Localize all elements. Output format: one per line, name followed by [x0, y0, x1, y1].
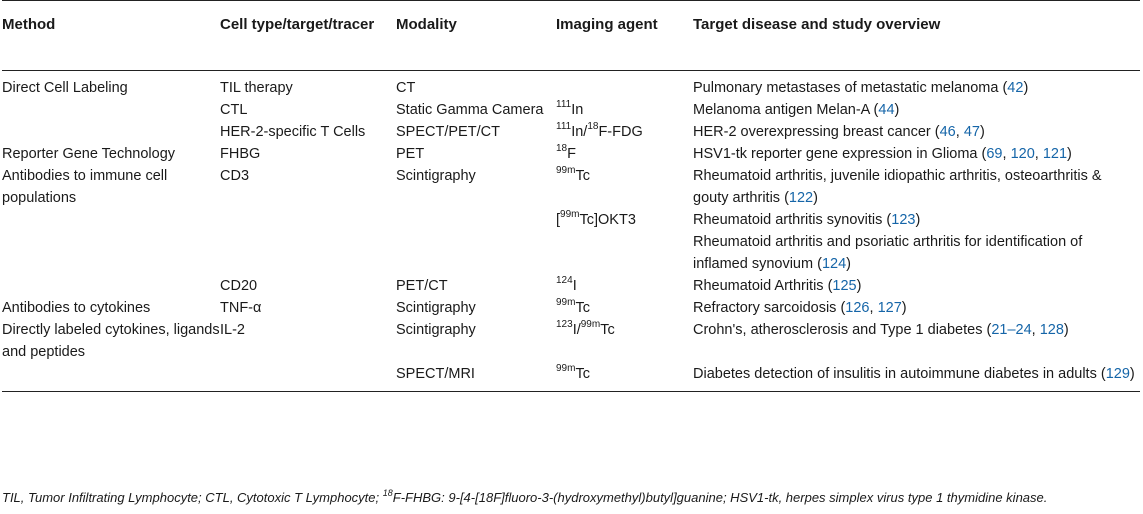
text-segment: )	[846, 256, 851, 272]
cell-type-target: TIL therapy	[220, 80, 293, 96]
cell-study-overview	[693, 209, 1140, 231]
cell-modality	[396, 231, 556, 275]
cell-method	[2, 99, 220, 121]
text-segment: Tc	[575, 168, 590, 184]
superscript: 99m	[556, 297, 576, 309]
text-segment: Pulmonary metastases of metastatic melanoma (	[693, 80, 1008, 96]
text-segment: ,	[869, 300, 878, 316]
cell-study-overview	[693, 77, 1140, 99]
text-segment: In	[571, 102, 584, 118]
cell-study-overview	[693, 275, 1140, 297]
text-segment: Rheumatoid Arthritis (	[693, 278, 833, 294]
superscript: 99m	[580, 319, 601, 331]
text-segment: ,	[955, 124, 964, 140]
reference-link[interactable]: 69	[986, 146, 1003, 162]
cell-imaging-agent	[556, 275, 693, 297]
table-row	[2, 143, 1140, 165]
cell-study-overview	[693, 121, 1140, 143]
cell-method: Antibodies to immune cell populations	[2, 168, 168, 206]
text-segment: )	[813, 190, 818, 206]
cell-type-target: CTL	[220, 102, 248, 118]
text-segment: ,	[1034, 146, 1043, 162]
reference-link[interactable]: 121	[1042, 146, 1068, 162]
cell-modality: Scintigraphy	[396, 168, 476, 184]
text-segment: )	[1129, 366, 1135, 382]
text-segment: Tc]OKT3	[579, 212, 636, 228]
cell-method	[2, 363, 220, 392]
cell-imaging-agent	[556, 231, 693, 275]
text-segment: F-FHBG: 9-[4-[18F]fluoro-3-(hydroxymethyl)butyl]guanine; HSV1-tk, herpes simplex virus type 1 thymidine kinase.	[392, 490, 1048, 505]
text-segment: HSV1-tk reporter gene expression in Glioma (	[693, 146, 987, 162]
cell-imaging-agent	[556, 209, 693, 231]
superscript: 111	[556, 121, 572, 133]
text-segment: I	[572, 278, 577, 294]
text-segment: Tc	[600, 322, 615, 338]
text-segment: )	[894, 102, 900, 118]
cell-study-overview	[693, 231, 1140, 275]
table-row	[2, 99, 1140, 121]
reference-link[interactable]: 42	[1007, 80, 1024, 96]
table-row	[2, 121, 1140, 143]
text-segment: )	[1063, 322, 1069, 338]
table-row	[2, 319, 1140, 363]
cell-imaging-agent	[556, 143, 693, 165]
cell-imaging-agent	[556, 99, 693, 121]
reference-link[interactable]: 128	[1039, 322, 1064, 338]
header-cell-type: Cell type/target/tracer	[220, 1, 396, 71]
text-segment: )	[915, 212, 921, 228]
cell-modality: Static Gamma Camera	[396, 102, 544, 118]
table-row	[2, 297, 1140, 319]
reference-link[interactable]: 125	[832, 278, 857, 294]
reference-link[interactable]: 120	[1010, 146, 1035, 162]
table-row	[2, 363, 1140, 392]
superscript: 99m	[556, 363, 576, 375]
text-segment: )	[1067, 146, 1072, 162]
table-row	[2, 209, 1140, 231]
cell-imaging-agent	[556, 121, 693, 143]
header-target-disease: Target disease and study overview	[693, 1, 1140, 71]
cell-modality: PET/CT	[396, 278, 448, 294]
text-segment: In/	[571, 124, 588, 140]
reference-link[interactable]: 47	[963, 124, 980, 140]
cell-method: Directly labeled cytokines, ligands and peptides	[2, 322, 220, 360]
reference-link[interactable]: 21–24	[991, 322, 1032, 338]
cell-modality: CT	[396, 80, 416, 96]
cell-modality: Scintigraphy	[396, 300, 476, 316]
text-segment: Crohn's, atherosclerosis and Type 1 diabetes (	[693, 322, 992, 338]
cell-method: Direct Cell Labeling	[2, 80, 128, 96]
text-segment: ,	[1031, 322, 1040, 338]
superscript: 18	[382, 487, 393, 498]
reference-link[interactable]: 122	[788, 190, 814, 206]
text-segment: Rheumatoid arthritis, juvenile idiopathic arthritis, osteoarthritis & gouty arthritis (	[693, 168, 1102, 206]
table-footnote	[2, 487, 1048, 505]
cell-type-target: IL-2	[220, 322, 245, 338]
cell-imaging-agent	[556, 319, 693, 363]
cell-modality: PET	[396, 146, 425, 162]
text-segment: F	[567, 146, 576, 162]
cell-type-target	[220, 231, 396, 275]
header-imaging-agent: Imaging agent	[556, 1, 693, 71]
text-segment: Refractory sarcoidosis (	[693, 300, 846, 316]
cell-modality: SPECT/PET/CT	[396, 124, 500, 140]
text-segment: [	[556, 212, 561, 228]
reference-link[interactable]: 124	[821, 256, 847, 272]
reference-link[interactable]: 129	[1105, 366, 1130, 382]
text-segment: Melanoma antigen Melan-A (	[693, 102, 879, 118]
text-segment: HER-2 overexpressing breast cancer (	[693, 124, 940, 140]
cell-method: Antibodies to cytokines	[2, 300, 151, 316]
reference-link[interactable]: 123	[891, 212, 916, 228]
cell-study-overview	[693, 297, 1140, 319]
cell-method: Reporter Gene Technology	[2, 146, 176, 162]
reference-link[interactable]: 44	[878, 102, 895, 118]
superscript: 18	[556, 143, 568, 155]
cell-modality	[396, 209, 556, 231]
cell-type-target: CD20	[220, 278, 258, 294]
cell-type-target: TNF-α	[220, 300, 262, 316]
text-segment: F-FDG	[598, 124, 643, 140]
cell-method	[2, 275, 220, 297]
text-segment: Rheumatoid arthritis synovitis (	[693, 212, 892, 228]
superscript: 124	[556, 275, 573, 287]
superscript: 99m	[556, 165, 576, 177]
imaging-methods-table	[2, 0, 1140, 392]
cell-imaging-agent	[556, 363, 693, 392]
cell-study-overview	[693, 319, 1140, 363]
table-body	[2, 71, 1140, 392]
text-segment: ,	[1002, 146, 1011, 162]
text-segment: )	[901, 300, 907, 316]
cell-type-target	[220, 363, 396, 392]
header-modality: Modality	[396, 1, 556, 71]
superscript: 123	[556, 319, 573, 331]
cell-type-target: HER-2-specific T Cells	[220, 124, 366, 140]
cell-imaging-agent	[556, 297, 693, 319]
reference-link[interactable]: 127	[877, 300, 902, 316]
text-segment: )	[979, 124, 985, 140]
cell-study-overview	[693, 165, 1140, 209]
cell-method	[2, 209, 220, 231]
cell-imaging-agent	[556, 77, 693, 99]
table-header	[2, 1, 1140, 71]
superscript: 99m	[560, 209, 580, 221]
reference-link[interactable]: 46	[939, 124, 956, 140]
cell-study-overview	[693, 363, 1140, 392]
superscript: 18	[587, 121, 599, 133]
text-segment: Tc	[575, 300, 590, 316]
header-row	[2, 1, 1140, 71]
cell-type-target: FHBG	[220, 146, 261, 162]
table-row	[2, 231, 1140, 275]
cell-imaging-agent	[556, 165, 693, 209]
cell-method	[2, 231, 220, 275]
text-segment: Rheumatoid arthritis and psoriatic arthritis for identification of inflamed synovium (	[693, 234, 1083, 272]
text-segment: Tc	[575, 366, 590, 382]
text-segment: I/	[572, 322, 581, 338]
table-row	[2, 165, 1140, 209]
cell-modality: Scintigraphy	[396, 322, 476, 338]
table-row	[2, 77, 1140, 99]
cell-type-target	[220, 209, 396, 231]
cell-study-overview	[693, 143, 1140, 165]
cell-modality: SPECT/MRI	[396, 363, 556, 392]
reference-link[interactable]: 126	[845, 300, 870, 316]
superscript: 111	[556, 99, 572, 111]
text-segment: )	[1023, 80, 1029, 96]
text-segment: )	[856, 278, 862, 294]
cell-type-target: CD3	[220, 168, 250, 184]
header-method: Method	[2, 1, 220, 71]
text-segment: TIL, Tumor Infiltrating Lymphocyte; CTL, Cytotoxic T Lymphocyte;	[2, 490, 383, 505]
table-row	[2, 275, 1140, 297]
text-segment: Diabetes detection of insulitis in autoimmune diabetes in adults (	[693, 366, 1106, 382]
cell-study-overview	[693, 99, 1140, 121]
cell-method	[2, 121, 220, 143]
